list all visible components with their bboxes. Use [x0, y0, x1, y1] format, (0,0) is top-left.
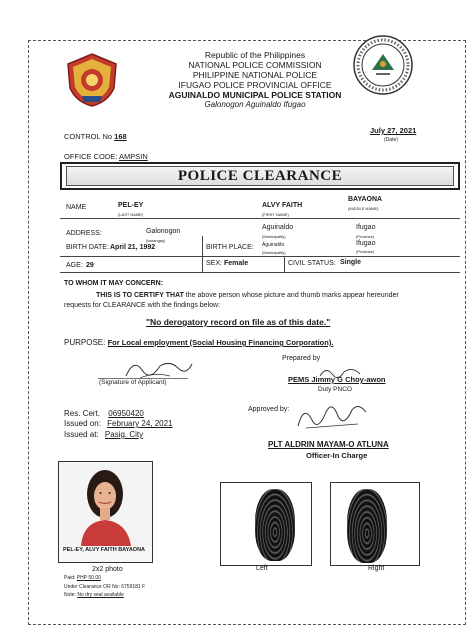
control-value: 168 [114, 132, 127, 141]
photo-size-label: 2x2 photo [92, 566, 123, 573]
address-province: Ifugao [356, 224, 376, 231]
control-number [64, 132, 127, 141]
issued-on-value: February 24, 2021 [107, 419, 173, 428]
header-provincial-office: IFUGAO POLICE PROVINCIAL OFFICE [178, 80, 332, 90]
finding-statement: "No derogatory record on file as of this date." [146, 317, 331, 327]
issued-at-label: Issued at: [64, 430, 99, 439]
age-value: 29 [86, 262, 94, 269]
address-barangay-label: (barangay) [146, 238, 166, 243]
birth-date: April 21, 1992 [110, 244, 156, 251]
header-republic: Republic of the Philippines [204, 50, 306, 60]
issued-on-row [64, 419, 173, 428]
issued-on-label: Issued on: [64, 419, 101, 428]
office-code [64, 152, 148, 161]
control-label: CONTROL No [64, 132, 113, 141]
res-cert-value: 06950420 [108, 409, 144, 418]
issued-at-value: Pasig. City [104, 430, 144, 439]
right-thumb-label: Right [368, 565, 385, 572]
applicant-portrait-icon [59, 462, 152, 546]
issued-at-row [64, 430, 143, 439]
certify-line-2: requests for CLEARANCE with the findings below: [64, 302, 221, 309]
address-province-label: (Province) [356, 234, 375, 239]
note-label: Note: [64, 592, 76, 598]
approver-signature-icon [292, 398, 372, 434]
certify-line-1 [96, 292, 399, 299]
approved-by-label: Approved by: [248, 406, 290, 413]
preparer-title: Duty PNCO [318, 386, 352, 393]
payment-row [64, 575, 101, 581]
res-cert-label: Res. Cert. [64, 409, 101, 418]
issue-date: July 27, 2021 [370, 126, 417, 135]
approver-title: Officer-In Charge [306, 451, 368, 460]
note-row [64, 592, 124, 598]
salutation: TO WHOM IT MAY CONCERN: [64, 280, 164, 287]
left-thumbprint-icon [255, 489, 295, 561]
photo-caption: PEL-EY, ALVY FAITH BAYAONA [63, 547, 146, 553]
address-barangay: Galonogon [146, 228, 181, 235]
header-napolcom: NATIONAL POLICE COMMISSION [188, 60, 322, 70]
res-cert-row [64, 409, 144, 418]
approver-name: PLT ALDRIN MAYAM-O ATLUNA [268, 440, 389, 449]
right-thumb-box [330, 482, 420, 566]
left-thumb-box [220, 482, 312, 566]
pnp-logo-icon [64, 52, 120, 108]
note-value: No dry seal available [77, 592, 124, 598]
header-location: Galonogon Aguinaldo Ifugao [204, 100, 306, 109]
sex-label: SEX: [206, 260, 222, 267]
civil-status-value: Single [340, 259, 362, 266]
header-station: AGUINALDO MUNICIPAL POLICE STATION [168, 90, 342, 100]
birth-place-municipality: Aguinaldo [262, 242, 285, 248]
middle-name: BAYAONA [348, 196, 383, 203]
right-thumbprint-icon [347, 489, 387, 563]
middle-name-label: (MIDDLE NAME) [348, 206, 379, 211]
last-name: PEL-EY [118, 202, 144, 209]
birth-place-municipality-label: (Municipality) [262, 250, 286, 255]
or-number: Under Clearance OR No: 6759181 F [64, 584, 146, 590]
left-thumb-label: Left [256, 565, 268, 572]
office-code-label: OFFICE CODE: [64, 152, 118, 161]
address-municipality-label: (Municipality) [262, 234, 286, 239]
header-pnp: PHILIPPINE NATIONAL POLICE [192, 70, 318, 80]
birth-date-label: BIRTH DATE: [66, 244, 109, 251]
certify-lead: THIS IS TO CERTIFY THAT [96, 292, 184, 299]
birth-place-label: BIRTH PLACE: [206, 244, 254, 251]
address-label: ADDRESS: [66, 230, 102, 237]
birth-place-province-label: (Province) [356, 249, 375, 254]
paid-label: Paid: [64, 575, 76, 581]
office-code-value: AMPSIN [119, 152, 148, 161]
document-title: POLICE CLEARANCE [177, 168, 343, 184]
civil-status-label: CIVIL STATUS: [288, 260, 336, 267]
applicant-photo [58, 461, 153, 563]
paid-value: PHP 50.00 [76, 575, 101, 581]
name-label: NAME [66, 204, 87, 211]
age-label: AGE: [66, 262, 83, 269]
purpose [64, 338, 333, 347]
certify-rest: the above person whose picture and thumb marks appear hereunder [183, 292, 399, 299]
purpose-label: PURPOSE: [64, 338, 106, 347]
title-banner [60, 162, 460, 190]
prepared-by-label: Prepared by [282, 355, 321, 362]
applicant-signature-label: (Signature of Applicant) [99, 379, 167, 386]
first-name: ALVY FAITH [262, 202, 303, 209]
preparer-name: PEMS Jimmy G Choy-awon [288, 375, 386, 384]
issue-date-label: (Date) [384, 137, 398, 143]
purpose-value: For Local employment (Social Housing Financing Corporation). [107, 338, 334, 347]
last-name-label: (LAST NAME) [118, 212, 144, 217]
first-name-label: (FIRST NAME) [262, 212, 289, 217]
birth-place-province: Ifugao [356, 240, 376, 247]
address-municipality: Aguinaldo [262, 224, 294, 231]
agency-header [140, 50, 370, 110]
sex-value: Female [224, 260, 249, 267]
